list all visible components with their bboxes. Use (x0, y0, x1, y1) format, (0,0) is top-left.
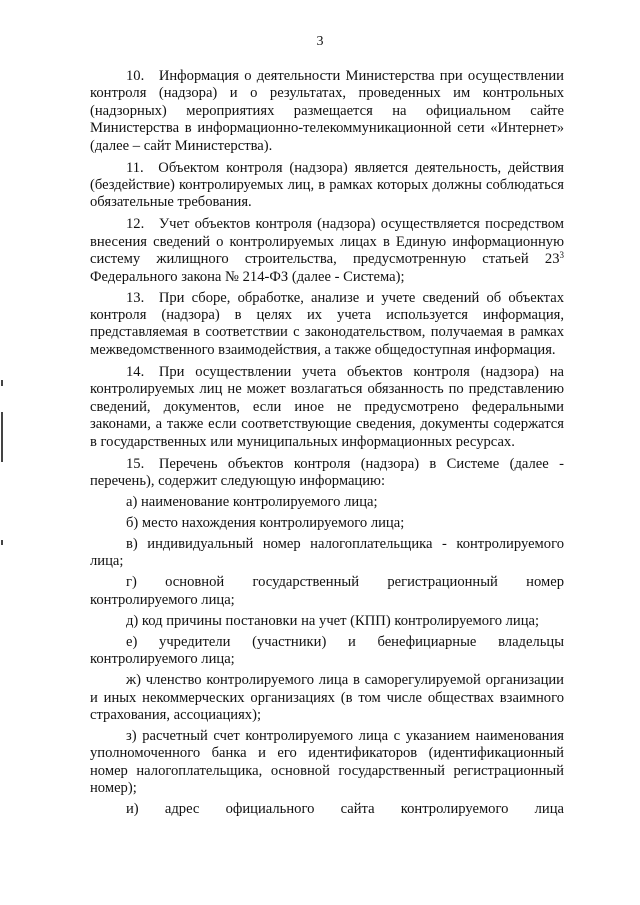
paragraph-11: 11. Объектом контроля (надзора) является деятельность, действия (бездействие) контролируемых лиц, в рамках которых должны соблюдаться обязательные требования. (90, 159, 564, 211)
list-item-zh: ж) членство контролируемого лица в саморегулируемой организации и иных некоммерческих организациях (в том числе обществах взаимного страхования, ассоциациях); (90, 672, 564, 723)
list-item-v: в) индивидуальный номер налогоплательщика - контролируемого лица; (90, 535, 564, 570)
margin-mark (1, 540, 3, 545)
list-item-b: б) место нахождения контролируемого лица; (126, 514, 405, 531)
list-item-i: и) адрес официального сайта контролируемого лица (126, 801, 564, 818)
list-item-g: г) основной государственный регистрационный номер контролируемого лица; (90, 574, 564, 608)
paragraph-10: 10. Информация о деятельности Министерства при осуществлении контроля (надзора) и о результатах, проведенных им контрольных (надзорных) мероприятиях размещается на официальном сайте Министерства в информационно-телекоммуникационной сети «Интернет» (далее – сайт Министерства). (90, 68, 564, 154)
paragraph-12 (90, 216, 564, 286)
article-superscript: 3 (559, 250, 564, 261)
list-item-d: д) код причины постановки на учет (КПП) контролируемого лица; (126, 612, 540, 629)
margin-mark (1, 412, 3, 462)
paragraph-13: 13. При сборе, обработке, анализе и учете сведений об объектах контроля (надзора) в целях их учета используется информация, представляемая в соответствии с законодательством, получаемая в рамках межведомственного взаимодействия, а также общедоступная информация. (90, 289, 564, 358)
document-body (90, 68, 564, 819)
list-item-a: а) наименование контролируемого лица; (126, 493, 378, 510)
paragraph-12-tail: Федерального закона № 214-ФЗ (далее - Система); (90, 268, 405, 285)
list-item-z: з) расчетный счет контролируемого лица с указанием наименования уполномоченного банка и его идентификаторов (идентификационный номер налогоплательщика, основной государственный регистрационный номер); (90, 727, 564, 797)
paragraph-15: 15. Перечень объектов контроля (надзора) в Системе (далее - перечень), содержит следующую информацию: (90, 455, 564, 489)
list-item-e: е) учредители (участники) и бенефициарные владельцы контролируемого лица; (90, 633, 564, 668)
paragraph-12-text: 12. Учет объектов контроля (надзора) осуществляется посредством внесения сведений о контролируемых лицах в Единую информационную систему жилищного строительства, предусмотренную статьей 23 (90, 216, 564, 268)
paragraph-14: 14. При осуществлении учета объектов контроля (надзора) на контролируемых лиц не может возлагаться обязанность по представлению сведений, документов, если иное не предусмотрено федеральными законами, а также если соответствующие сведения, документы содержатся в государственных или муниципальных информационных ресурсах. (90, 363, 564, 450)
margin-mark (1, 380, 3, 386)
page-number: 3 (316, 34, 324, 49)
